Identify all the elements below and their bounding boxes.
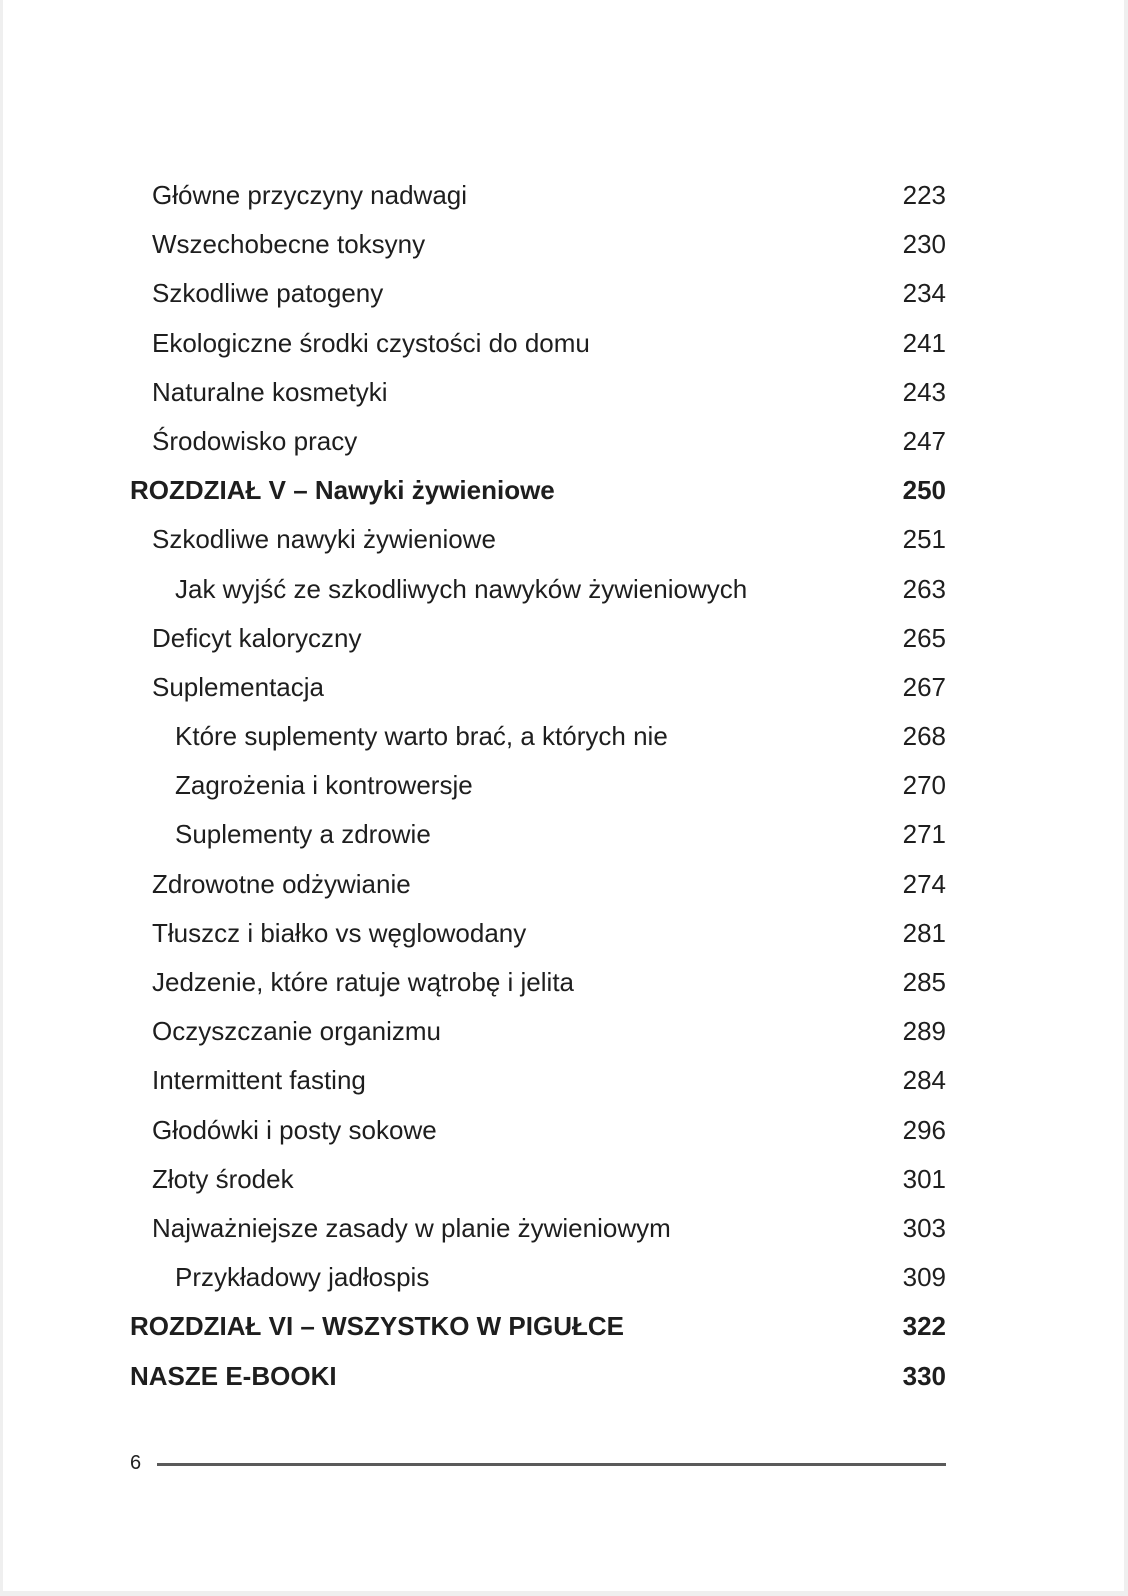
toc-entry-page-number: 289 — [902, 1016, 946, 1047]
toc-entry-title: Główne przyczyny nadwagi — [152, 180, 468, 210]
toc-entry-page-number: 251 — [902, 524, 946, 555]
toc-entry-page-number: 223 — [902, 180, 946, 210]
toc-entry[interactable] — [130, 1155, 946, 1204]
toc-entry-page-number: 322 — [902, 1311, 946, 1342]
toc-chapter-entry[interactable] — [130, 466, 946, 515]
toc-entry-page-number: 271 — [902, 819, 946, 850]
toc-entry-page-number: 230 — [902, 229, 946, 260]
toc-entry-title: Intermittent fasting — [152, 1065, 366, 1096]
toc-entry[interactable] — [130, 220, 946, 269]
page-footer — [130, 1450, 946, 1476]
toc-entry[interactable] — [130, 909, 946, 958]
toc-entry[interactable] — [130, 368, 946, 417]
toc-entry-page-number: 250 — [902, 475, 946, 506]
toc-entry-page-number: 263 — [902, 573, 946, 604]
toc-entry-page-number: 330 — [902, 1360, 946, 1391]
toc-entry-page-number: 309 — [902, 1262, 946, 1293]
toc-entry-page-number: 270 — [902, 770, 946, 801]
toc-entry-title: Naturalne kosmetyki — [152, 376, 388, 407]
toc-entry-title: Tłuszcz i białko vs węglowodany — [152, 917, 527, 948]
toc-entry-title: Które suplementy warto brać, a których nie — [175, 721, 668, 752]
toc-entry-title: Zdrowotne odżywianie — [152, 868, 411, 899]
toc-entry[interactable] — [130, 1253, 946, 1302]
toc-entry-title: Suplementacja — [152, 671, 324, 702]
toc-entry-page-number: 274 — [902, 868, 946, 899]
toc-entry-page-number: 284 — [902, 1065, 946, 1096]
toc-chapter-entry[interactable] — [130, 1352, 946, 1401]
page-number: 6 — [130, 1452, 142, 1474]
toc-entry[interactable] — [130, 319, 946, 368]
toc-entry[interactable] — [130, 860, 946, 909]
toc-entry[interactable] — [130, 1007, 946, 1056]
toc-entry-title: ROZDZIAŁ VI – WSZYSTKO W PIGUŁCE — [130, 1311, 624, 1342]
toc-entry[interactable] — [130, 1106, 946, 1155]
toc-entry[interactable] — [130, 663, 946, 712]
toc-entry-title: Przykładowy jadłospis — [175, 1262, 430, 1293]
toc-entry-page-number: 285 — [902, 967, 946, 997]
toc-entry[interactable] — [130, 171, 946, 220]
toc-entry-title: Zagrożenia i kontrowersje — [175, 770, 473, 801]
toc-entry[interactable] — [130, 1204, 946, 1253]
toc-entry-title: Głodówki i posty sokowe — [152, 1114, 437, 1145]
toc-entry[interactable] — [130, 810, 946, 859]
toc-entry-title: Oczyszczanie organizmu — [152, 1016, 441, 1047]
toc-entry-page-number: 281 — [902, 917, 946, 948]
toc-entry-page-number: 268 — [902, 721, 946, 752]
footer-rule — [157, 1463, 946, 1466]
toc-entry-title: Złoty środek — [152, 1163, 294, 1194]
toc-entry-title: Szkodliwe nawyki żywieniowe — [152, 524, 496, 555]
toc-entry-page-number: 241 — [902, 327, 946, 358]
toc-entry-page-number: 247 — [902, 425, 946, 456]
toc-entry-title: Wszechobecne toksyny — [152, 229, 426, 260]
toc-entry[interactable] — [130, 712, 946, 761]
toc-entry-page-number: 267 — [902, 671, 946, 702]
toc-entry-title: Jak wyjść ze szkodliwych nawyków żywieniowych — [175, 573, 748, 604]
toc-entry-title: Deficyt kaloryczny — [152, 622, 362, 653]
document-page — [3, 0, 1124, 1591]
toc-entry-page-number: 265 — [902, 622, 946, 653]
toc-entry[interactable] — [130, 761, 946, 810]
toc-entry-title: NASZE E-BOOKI — [130, 1360, 337, 1391]
toc-entry-title: Najważniejsze zasady w planie żywieniowym — [152, 1212, 671, 1243]
toc-entry[interactable] — [130, 614, 946, 663]
toc-entry-page-number: 301 — [902, 1163, 946, 1194]
toc-entry[interactable] — [130, 417, 946, 466]
toc-entry-title: Ekologiczne środki czystości do domu — [152, 327, 590, 358]
table-of-contents — [130, 171, 946, 1401]
toc-entry-title: Środowisko pracy — [152, 425, 358, 456]
toc-entry-page-number: 243 — [902, 376, 946, 407]
toc-entry-title: ROZDZIAŁ V – Nawyki żywieniowe — [130, 475, 555, 506]
toc-chapter-entry[interactable] — [130, 1302, 946, 1351]
toc-entry-title: Suplementy a zdrowie — [175, 819, 431, 850]
toc-entry[interactable] — [130, 269, 946, 318]
toc-entry-page-number: 234 — [902, 278, 946, 309]
toc-entry-title: Jedzenie, które ratuje wątrobę i jelita — [152, 967, 575, 997]
toc-entry[interactable] — [130, 565, 946, 614]
toc-entry-page-number: 303 — [902, 1212, 946, 1243]
toc-entry[interactable] — [130, 1056, 946, 1105]
toc-entry-title: Szkodliwe patogeny — [152, 278, 384, 309]
toc-entry[interactable] — [130, 515, 946, 564]
toc-entry[interactable] — [130, 958, 946, 1007]
toc-entry-page-number: 296 — [902, 1114, 946, 1145]
